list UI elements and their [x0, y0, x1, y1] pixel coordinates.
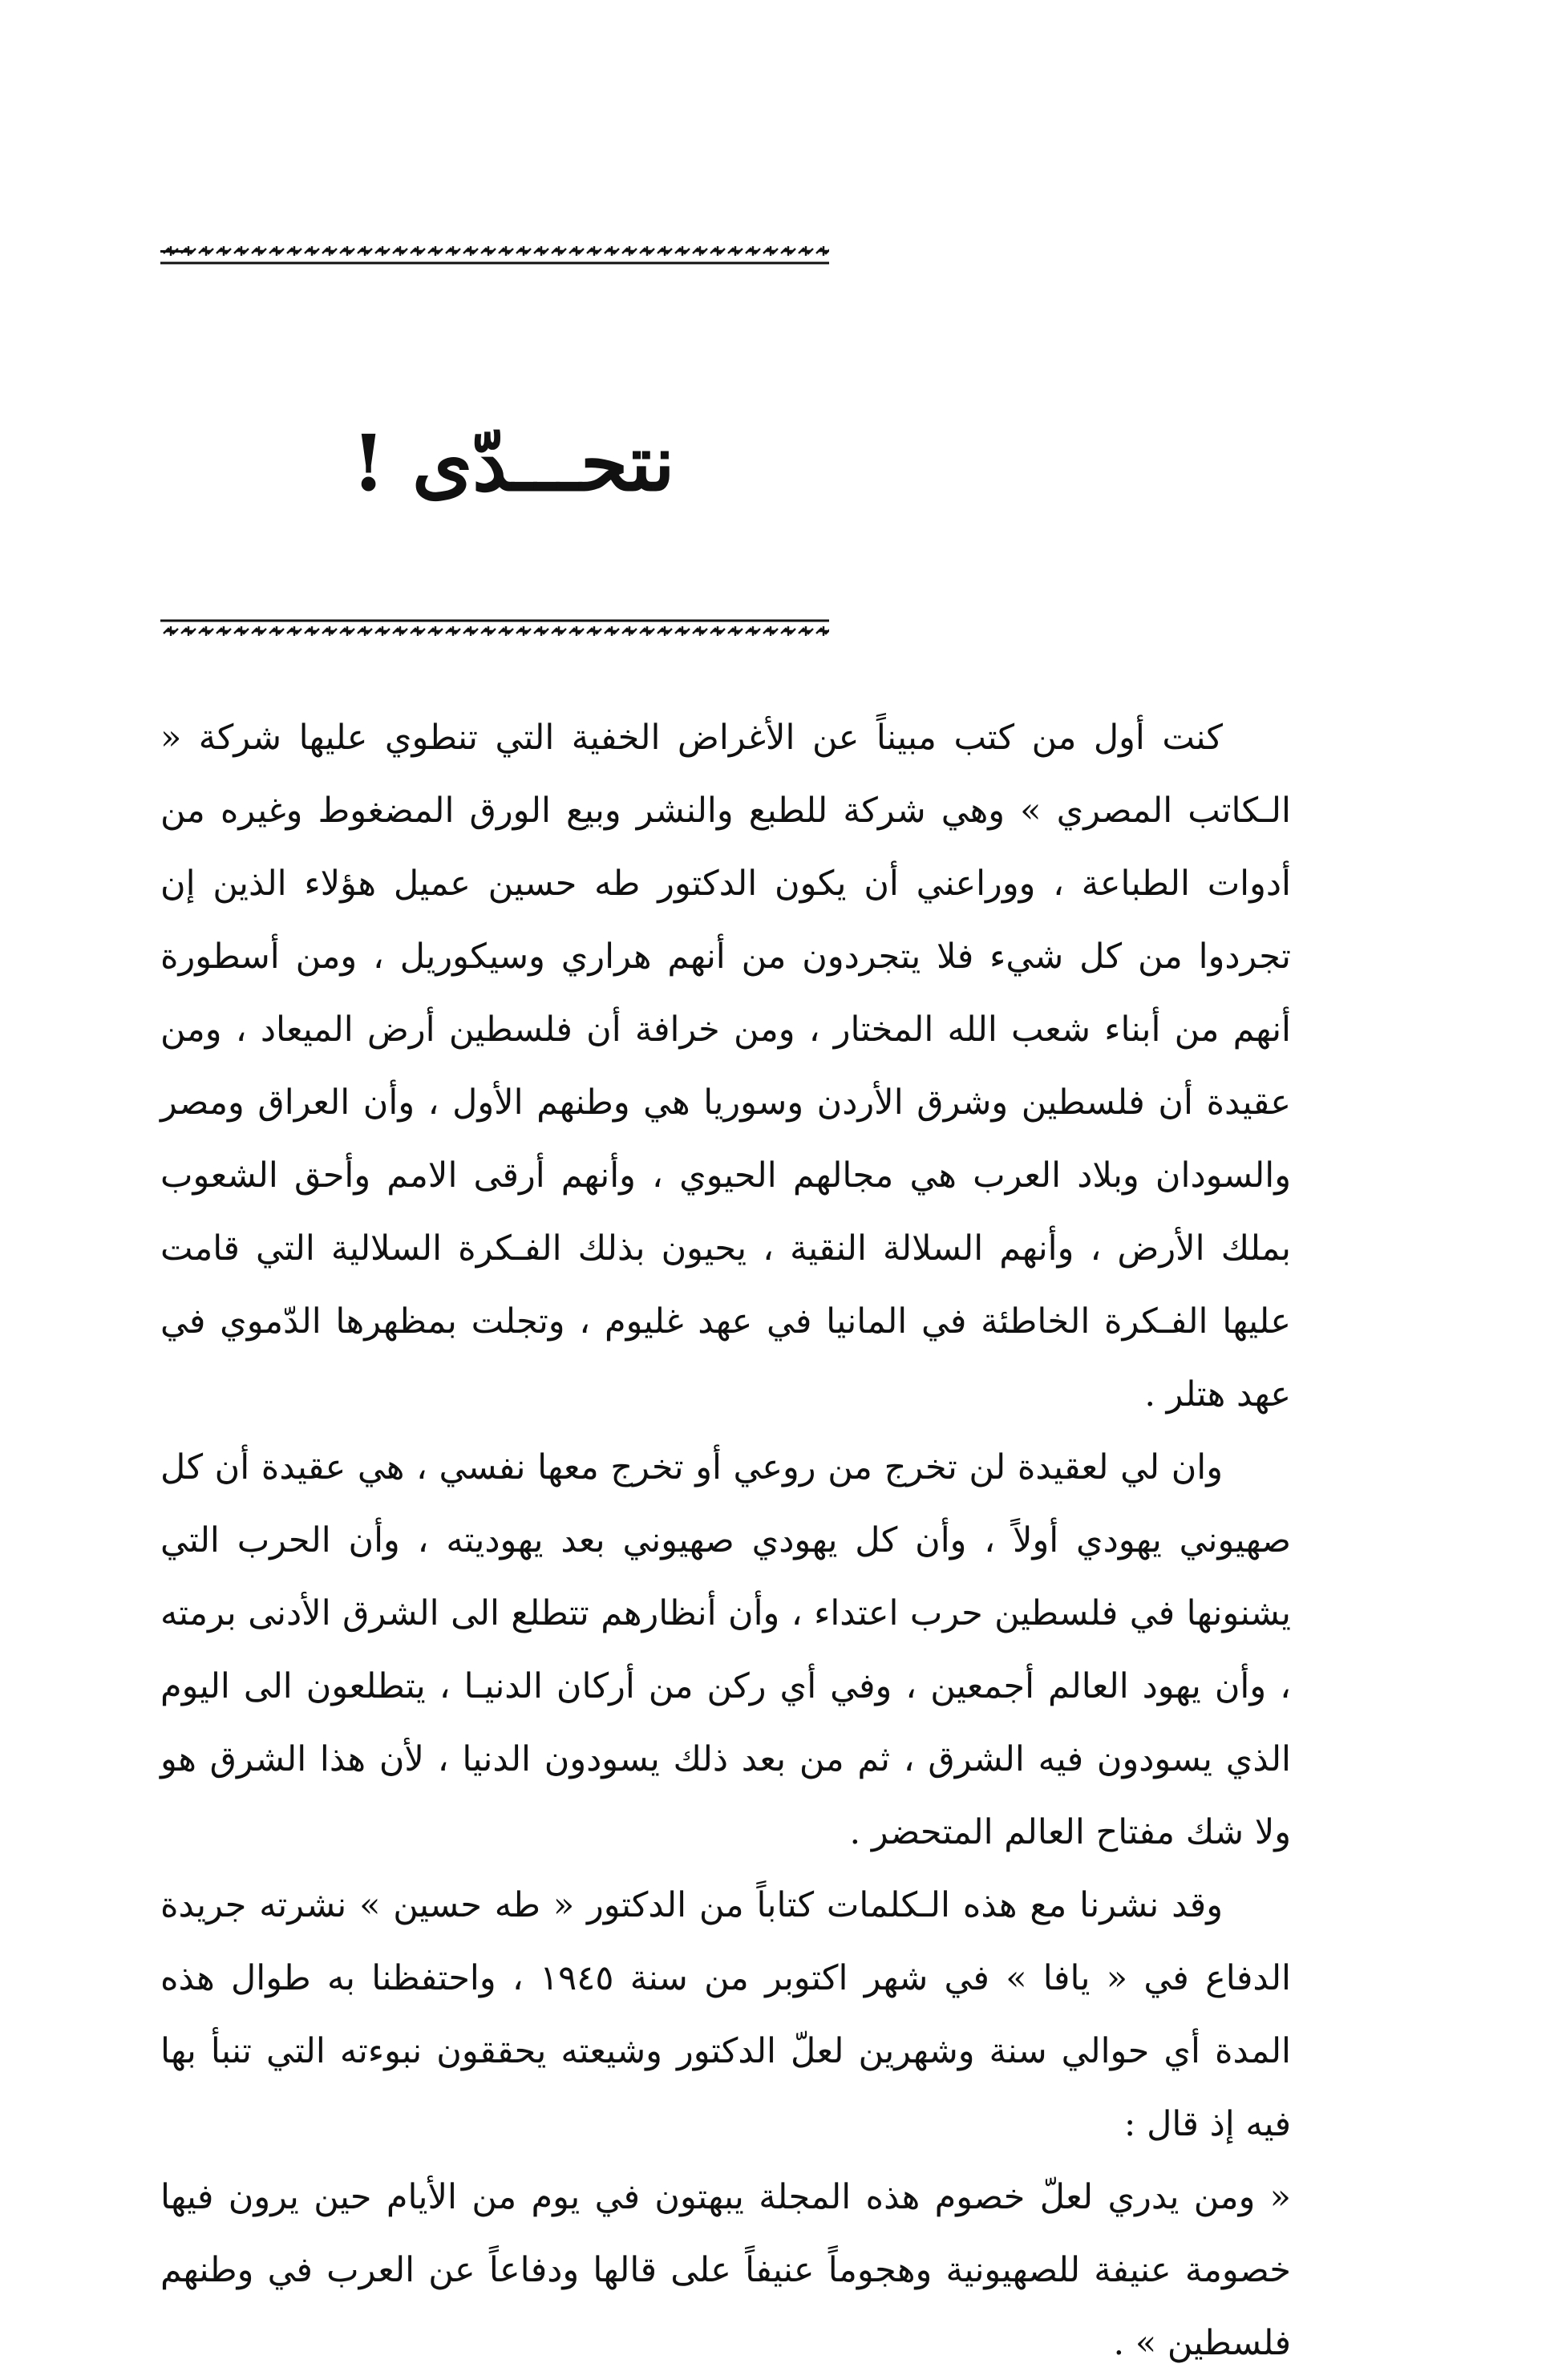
ornament-glyph: [693, 626, 707, 636]
ornament-glyph: [411, 246, 425, 256]
ornament-glyph: [199, 626, 213, 636]
ornament-glyph: [322, 246, 337, 256]
ornament-glyph: [710, 246, 725, 256]
ornament-glyph: [693, 246, 707, 256]
ornament-glyph: [605, 246, 619, 256]
ornament-glyph: [305, 626, 319, 636]
ornament-glyph: [675, 246, 690, 256]
paragraph-1: كنت أول من كتب مبيناً عن الأغراض الخفية التي تنطوي عليها شركة « الـكاتب المصري » وهي شركة للطبع والنشر وبيع الورق المضغوط وغيره من أدوات الطباعة ، ووراعني أن يكون الدكتور طه حسين عميل هؤلاء الذين إن تجردوا من كل شيء فلا يتجردون من أنهم هراري وسيكوريل ، ومن أسطورة أنهم من أبناء شعب الله المختار ، ومن خرافة أن فلسطين أرض الميعاد ، ومن عقيدة أن فلسطين وشرق الأردن وسوريا هي وطنهم الأول ، وأن العراق ومصر والسودان وبلاد العرب هي مجالهم الحيوي ، وأنهم أرقى الامم وأحق الشعوب بملك الأرض ، وأنهم السلالة النقية ، يحيون بذلك الفـكرة السلالية التي قامت عليها الفـكرة الخاطئة في المانيا في عهد غليوم ، وتجلت بمظهرها الدّموي في عهد هتلر .: [160, 718, 1291, 1415]
ornament-glyph: [252, 626, 266, 636]
ornament-glyph: [287, 626, 301, 636]
ornament-glyph: [234, 626, 249, 636]
ornament-glyph: [658, 246, 672, 256]
ornament-glyph: [340, 246, 354, 256]
ornament-glyph: [710, 626, 725, 636]
ornament-glyph: [411, 626, 425, 636]
ornament-glyph: [164, 626, 178, 636]
ornament-glyph: [481, 246, 496, 256]
ornament-glyph: [728, 626, 743, 636]
ornament-glyph: [446, 626, 460, 636]
ornament-glyph: [781, 626, 795, 636]
ornament-glyph: [728, 246, 743, 256]
ornament-glyph: [534, 626, 548, 636]
ornament-glyph: [781, 246, 795, 256]
ornament-glyph: [569, 626, 584, 636]
ornament-glyph: [816, 246, 829, 256]
ornament-glyph: [375, 246, 390, 256]
ornament-glyph: [587, 246, 601, 256]
ornament-glyph: [516, 246, 531, 256]
ornament-glyph: [640, 626, 654, 636]
ornament-glyph: [746, 626, 760, 636]
ornament-glyph: [552, 246, 566, 256]
page-title: نتحـــدّى !: [351, 418, 675, 508]
ornament-glyph: [799, 246, 813, 256]
ornament-glyph: [375, 626, 390, 636]
ornament-glyph: [216, 626, 231, 636]
ornament-glyph: [534, 246, 548, 256]
article-body: [160, 702, 1291, 2380]
ornament-glyph: [640, 246, 654, 256]
ornament-glyph: [181, 626, 196, 636]
bottom-ornament-divider: [160, 619, 829, 642]
ornament-glyph: [552, 626, 566, 636]
ornament-glyph: [481, 626, 496, 636]
ornament-glyph: [393, 246, 407, 256]
ornament-glyph: [569, 246, 584, 256]
ornament-glyph: [428, 246, 443, 256]
ornament-glyph: [199, 246, 213, 256]
ornament-glyph: [358, 246, 372, 256]
ornament-glyph: [322, 626, 337, 636]
top-ornament-divider: [160, 242, 829, 265]
ornament-glyph: [746, 246, 760, 256]
ornament-glyph: [164, 246, 178, 256]
ornament-glyph: [428, 626, 443, 636]
ornament-glyph: [305, 246, 319, 256]
ornament-glyph: [516, 626, 531, 636]
ornament-glyph: [358, 626, 372, 636]
paragraph-3: وقد نشرنا مع هذه الـكلمات كتاباً من الدكتور « طه حسين » نشرته جريدة الدفاع في « يافا » في شهر اكتوبر من سنة ١٩٤٥ ، واحتفظنا به طوال هذه المدة أي حوالي سنة وشهرين لعلّ الدكتور وشيعته يحققون نبوءته التي تنبأ بها فيه إذ قال :: [160, 1885, 1291, 2144]
ornament-glyph: [463, 626, 478, 636]
ornament-glyph: [499, 246, 513, 256]
ornament-glyph: [446, 246, 460, 256]
ornament-glyph: [587, 626, 601, 636]
ornament-glyph: [463, 246, 478, 256]
ornament-glyph: [340, 626, 354, 636]
ornament-glyph: [622, 626, 637, 636]
ornament-glyph: [181, 246, 196, 256]
ornament-glyph: [216, 246, 231, 256]
ornament-glyph: [605, 626, 619, 636]
ornament-glyph: [269, 626, 284, 636]
ornament-glyph: [622, 246, 637, 256]
ornament-glyph: [269, 246, 284, 256]
ornament-glyph: [234, 246, 249, 256]
ornament-glyph: [252, 246, 266, 256]
ornament-glyph: [287, 246, 301, 256]
ornament-glyph: [675, 626, 690, 636]
ornament-glyph: [393, 626, 407, 636]
ornament-glyph: [658, 626, 672, 636]
paragraph-4-quote: « ومن يدري لعلّ خصوم هذه المجلة يبهتون في يوم من الأيام حين يرون فيها خصومة عنيفة للصهيونية وهجوماً عنيفاً على قالها ودفاعاً عن العرب في وطنهم فلسطين » .: [160, 2177, 1291, 2363]
ornament-glyph: [499, 626, 513, 636]
paragraph-2: وان لي لعقيدة لن تخرج من روعي أو تخرج معها نفسي ، هي عقيدة أن كل صهيوني يهودي أولاً ، وأن كل يهودي صهيوني بعد يهوديته ، وأن الحرب التي يشنونها في فلسطين حرب اعتداء ، وأن أنظارهم تتطلع الى الشرق الأدنى برمته ، وأن يهود العالم أجمعين ، وفي أي ركن من أركان الدنيـا ، يتطلعون الى اليوم الذي يسودون فيه الشرق ، ثم من بعد ذلك يسودون الدنيا ، لأن هذا الشرق هو ولا شك مفتاح العالم المتحضر .: [160, 1447, 1291, 1852]
ornament-glyph: [763, 246, 778, 256]
ornament-glyph: [763, 626, 778, 636]
ornament-glyph: [816, 626, 829, 636]
ornament-glyph: [799, 626, 813, 636]
